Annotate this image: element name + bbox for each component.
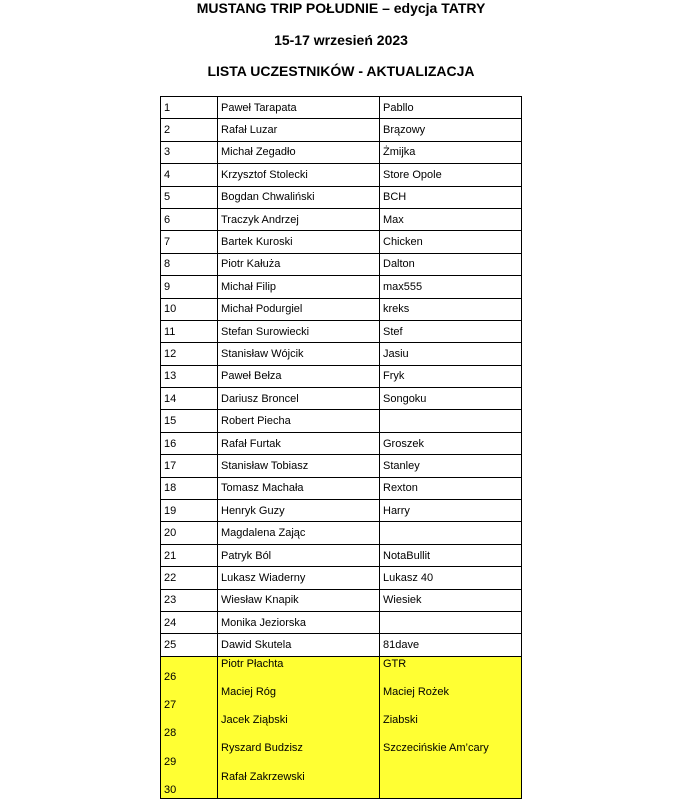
participant-nickname: Ziabski — [380, 713, 522, 741]
participant-nickname: Pabllo — [380, 97, 522, 119]
participant-name: Stanisław Wójcik — [218, 343, 380, 365]
participant-number: 6 — [161, 208, 218, 230]
table-row — [161, 97, 522, 119]
participant-nickname: max555 — [380, 276, 522, 298]
participant-name: Bogdan Chwaliński — [218, 186, 380, 208]
participant-name: Dariusz Broncel — [218, 388, 380, 410]
participant-number: 19 — [161, 500, 218, 522]
table-row — [161, 365, 522, 387]
participant-nickname: Rexton — [380, 477, 522, 499]
participant-nickname: 81dave — [380, 634, 522, 656]
participant-number: 22 — [161, 567, 218, 589]
table-row-added — [161, 741, 522, 769]
participant-name: Paweł Bełza — [218, 365, 380, 387]
participant-name: Stefan Surowiecki — [218, 320, 380, 342]
participant-nickname: Harry — [380, 500, 522, 522]
participant-name: Magdalena Zając — [218, 522, 380, 544]
participant-nickname: Wiesiek — [380, 589, 522, 611]
participant-name: Stanisław Tobiasz — [218, 455, 380, 477]
participant-nickname: Stanley — [380, 455, 522, 477]
table-row — [161, 388, 522, 410]
participant-nickname — [380, 522, 522, 544]
participant-number: 13 — [161, 365, 218, 387]
participant-nickname: kreks — [380, 298, 522, 320]
table-row-added — [161, 685, 522, 713]
table-row — [161, 455, 522, 477]
participant-number: 12 — [161, 343, 218, 365]
participant-number: 29 — [161, 741, 218, 769]
participant-number: 16 — [161, 432, 218, 454]
event-dates: 15-17 wrzesień 2023 — [274, 32, 408, 48]
participant-number: 20 — [161, 522, 218, 544]
participant-name: Piotr Kałuża — [218, 253, 380, 275]
participant-number: 1 — [161, 97, 218, 119]
table-row-added — [161, 656, 522, 685]
participant-name: Lukasz Wiaderny — [218, 567, 380, 589]
participant-name: Henryk Guzy — [218, 500, 380, 522]
participant-nickname: GTR — [380, 656, 522, 685]
participant-name: Dawid Skutela — [218, 634, 380, 656]
participant-number: 2 — [161, 119, 218, 141]
participant-name: Michał Filip — [218, 276, 380, 298]
participant-name: Maciej Róg — [218, 685, 380, 713]
participant-name: Paweł Tarapata — [218, 97, 380, 119]
table-row — [161, 208, 522, 230]
list-subtitle: LISTA UCZESTNIKÓW - AKTUALIZACJA — [207, 63, 475, 79]
table-row — [161, 231, 522, 253]
participant-name: Michał Zegadło — [218, 141, 380, 163]
participant-number: 8 — [161, 253, 218, 275]
participant-name: Patryk Ból — [218, 544, 380, 566]
table-row — [161, 432, 522, 454]
participant-number: 23 — [161, 589, 218, 611]
participant-name: Rafał Furtak — [218, 432, 380, 454]
participant-number: 9 — [161, 276, 218, 298]
participant-number: 15 — [161, 410, 218, 432]
participant-nickname: NotaBullit — [380, 544, 522, 566]
participant-nickname — [380, 611, 522, 633]
participant-name: Wiesław Knapik — [218, 589, 380, 611]
participant-name: Jacek Ziąbski — [218, 713, 380, 741]
participant-number: 11 — [161, 320, 218, 342]
participant-number: 18 — [161, 477, 218, 499]
table-row — [161, 544, 522, 566]
participant-name: Monika Jeziorska — [218, 611, 380, 633]
participant-nickname — [380, 770, 522, 799]
participant-number: 26 — [161, 656, 218, 685]
participant-nickname: Jasiu — [380, 343, 522, 365]
participant-number: 7 — [161, 231, 218, 253]
table-row — [161, 298, 522, 320]
participant-number: 5 — [161, 186, 218, 208]
participant-name: Piotr Płachta — [218, 656, 380, 685]
table-row — [161, 343, 522, 365]
participant-number: 28 — [161, 713, 218, 741]
table-row — [161, 410, 522, 432]
participant-name: Bartek Kuroski — [218, 231, 380, 253]
participant-nickname: Songoku — [380, 388, 522, 410]
participant-number: 27 — [161, 685, 218, 713]
participant-nickname: Chicken — [380, 231, 522, 253]
participant-nickname — [380, 410, 522, 432]
participant-number: 4 — [161, 164, 218, 186]
participant-number: 21 — [161, 544, 218, 566]
participant-nickname: BCH — [380, 186, 522, 208]
table-row — [161, 320, 522, 342]
participant-name: Robert Piecha — [218, 410, 380, 432]
participant-number: 10 — [161, 298, 218, 320]
participant-name: Traczyk Andrzej — [218, 208, 380, 230]
participant-nickname: Dalton — [380, 253, 522, 275]
table-row — [161, 522, 522, 544]
table-row — [161, 500, 522, 522]
participant-name: Rafał Zakrzewski — [218, 770, 380, 799]
participant-nickname: Brązowy — [380, 119, 522, 141]
table-row — [161, 567, 522, 589]
table-row — [161, 611, 522, 633]
participant-nickname: Store Opole — [380, 164, 522, 186]
table-row — [161, 186, 522, 208]
participant-name: Tomasz Machała — [218, 477, 380, 499]
participant-nickname: Groszek — [380, 432, 522, 454]
participants-table — [160, 96, 522, 799]
participant-nickname: Fryk — [380, 365, 522, 387]
participant-nickname: Max — [380, 208, 522, 230]
participant-nickname: Lukasz 40 — [380, 567, 522, 589]
table-row-added — [161, 770, 522, 799]
table-row — [161, 477, 522, 499]
participant-nickname: Maciej Rożek — [380, 685, 522, 713]
participant-name: Rafał Luzar — [218, 119, 380, 141]
participant-number: 3 — [161, 141, 218, 163]
table-row — [161, 276, 522, 298]
document-title: MUSTANG TRIP POŁUDNIE – edycja TATRY — [196, 0, 486, 16]
participant-name: Michał Podurgiel — [218, 298, 380, 320]
table-row — [161, 141, 522, 163]
table-row — [161, 589, 522, 611]
participant-nickname: Stef — [380, 320, 522, 342]
participant-number: 14 — [161, 388, 218, 410]
participant-number: 25 — [161, 634, 218, 656]
table-row — [161, 253, 522, 275]
participant-number: 17 — [161, 455, 218, 477]
table-row-added — [161, 713, 522, 741]
table-row — [161, 634, 522, 656]
table-row — [161, 119, 522, 141]
participant-number: 30 — [161, 770, 218, 799]
participant-number: 24 — [161, 611, 218, 633]
participant-name: Ryszard Budzisz — [218, 741, 380, 769]
table-row — [161, 164, 522, 186]
participant-name: Krzysztof Stolecki — [218, 164, 380, 186]
participant-nickname: Żmijka — [380, 141, 522, 163]
participant-nickname: Szczecińskie Am’cary — [380, 741, 522, 769]
